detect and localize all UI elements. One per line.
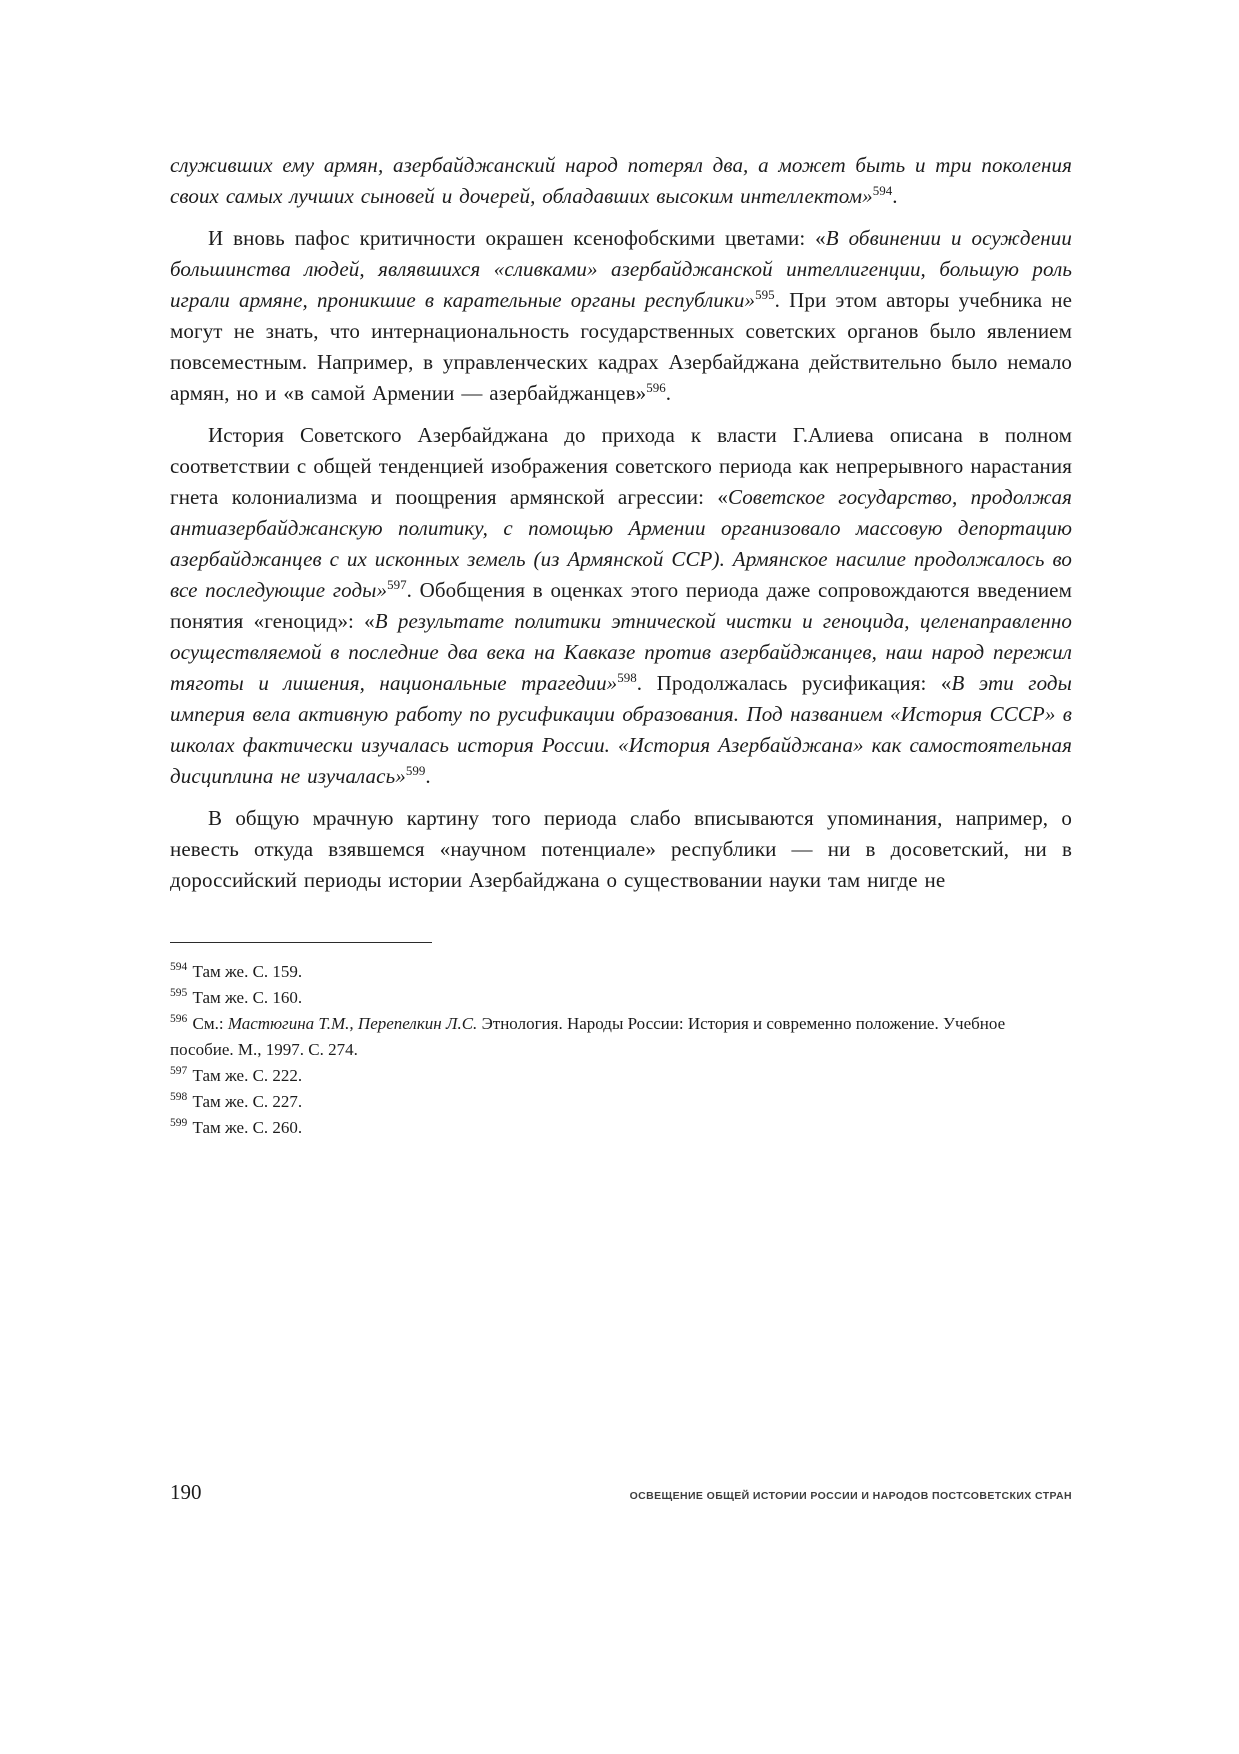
- text-run-italic: В обвинении и осуждении большинства людей, являвшихся «сливками» азербайджанской интеллигенции, большую роль играли армяне, проникшие в карательные органы республики»: [170, 226, 1073, 312]
- running-title: ОСВЕЩЕНИЕ ОБЩЕЙ ИСТОРИИ РОССИИ И НАРОДОВ ПОСТСОВЕТСКИХ СТРАН: [629, 1490, 1072, 1502]
- text-run: .: [425, 764, 431, 788]
- text-run: Там же. С. 159.: [188, 962, 303, 981]
- text-run: Там же. С. 227.: [188, 1092, 303, 1111]
- text-run: . Обобщения в оценках этого периода даже сопровождаются введением понятия «геноцид»: «: [170, 578, 1072, 633]
- footnote-number: 597: [170, 1065, 188, 1078]
- text-run: См.:: [188, 1014, 228, 1033]
- text-run: .: [665, 381, 672, 405]
- footnote-number: 595: [170, 987, 188, 1000]
- text-run: .: [892, 184, 898, 208]
- paragraph: [170, 150, 1072, 212]
- footnote-number: 594: [170, 961, 188, 974]
- footnote: [170, 959, 1072, 985]
- body-paragraphs: [170, 150, 1072, 896]
- text-run: Этнология. Народы России: История и современно положение. Учебное пособие. М., 1997. С. 274.: [170, 1014, 1006, 1059]
- footnote: [170, 1089, 1072, 1115]
- text-run-italic: Советское государство, продолжая антиазербайджанскую политику, с помощью Армении организовало массовую депортацию азербайджанцев с их исконных земель (из Армянской ССР). Армянское насилие продолжалось во все последующие годы»: [170, 485, 1072, 602]
- footnotes-list: [170, 959, 1072, 1141]
- footnote-number: 596: [170, 1013, 188, 1026]
- footnote-ref: 595: [755, 287, 775, 302]
- text-run: . Продолжалась русификация: «: [636, 671, 952, 695]
- footnote-number: 599: [170, 1117, 188, 1130]
- text-run: История Советского Азербайджана до прихода к власти Г.Алиева описана в полном соответствии с общей тенденцией изображения советского периода как непрерывного нарастания гнета колониализма и поощрения армянской агрессии: «: [170, 423, 1072, 509]
- text-run: В общую мрачную картину того периода слабо вписываются упоминания, например, о невесть откуда взявшемся «научном потенциале» республики — ни в досоветский, ни в дороссийский периоды истории Азербайджана о существовании науки там нигде не: [170, 806, 1072, 892]
- text-column: [170, 150, 1072, 1141]
- footnote-ref: 598: [617, 670, 637, 685]
- paragraph: [170, 223, 1072, 409]
- footnote: [170, 1011, 1072, 1063]
- footnote-ref: 597: [387, 577, 407, 592]
- footnote: [170, 1115, 1072, 1141]
- text-run-italic: служивших ему армян, азербайджанский народ потерял два, а может быть и три поколения своих самых лучших сыновей и дочерей, обладавших высоким интеллектом»: [170, 153, 1072, 208]
- footnote-separator: [170, 942, 432, 943]
- text-run: . При этом авторы учебника не могут не знать, что интернациональность государственных советских органов было явлением повсеместным. Например, в управленческих кадрах Азербайджана действительно было немало армян, но и «в самой Армении — азербайджанцев»: [170, 288, 1072, 405]
- footnote-ref: 594: [872, 183, 893, 198]
- paragraph: [170, 420, 1072, 792]
- paragraph: [170, 803, 1072, 896]
- page-number: 190: [170, 1480, 202, 1504]
- footnote-ref: 599: [405, 763, 426, 778]
- text-run: Там же. С. 160.: [188, 988, 303, 1007]
- footnote-ref: 596: [646, 380, 666, 395]
- text-run: И вновь пафос критичности окрашен ксенофобскими цветами: «: [208, 226, 826, 250]
- text-run-italic: Мастюгина Т.М., Перепелкин Л.С.: [227, 1014, 478, 1033]
- footnote-number: 598: [170, 1091, 188, 1104]
- footnote: [170, 1063, 1072, 1089]
- text-run: Там же. С. 260.: [188, 1118, 303, 1137]
- text-run-italic: В эти годы империя вела активную работу по русификации образования. Под названием «История СССР» в школах фактически изучалась история России. «История Азербайджана» как самостоятельная дисциплина не изучалась»: [170, 671, 1072, 788]
- footnote: [170, 985, 1072, 1011]
- text-run-italic: В результате политики этнической чистки и геноцида, целенаправленно осуществляемой в последние два века на Кавказе против азербайджанцев, наш народ пережил тяготы и лишения, национальные трагедии»: [170, 609, 1073, 695]
- page-footer: [170, 1480, 1072, 1505]
- text-run: Там же. С. 222.: [188, 1066, 303, 1085]
